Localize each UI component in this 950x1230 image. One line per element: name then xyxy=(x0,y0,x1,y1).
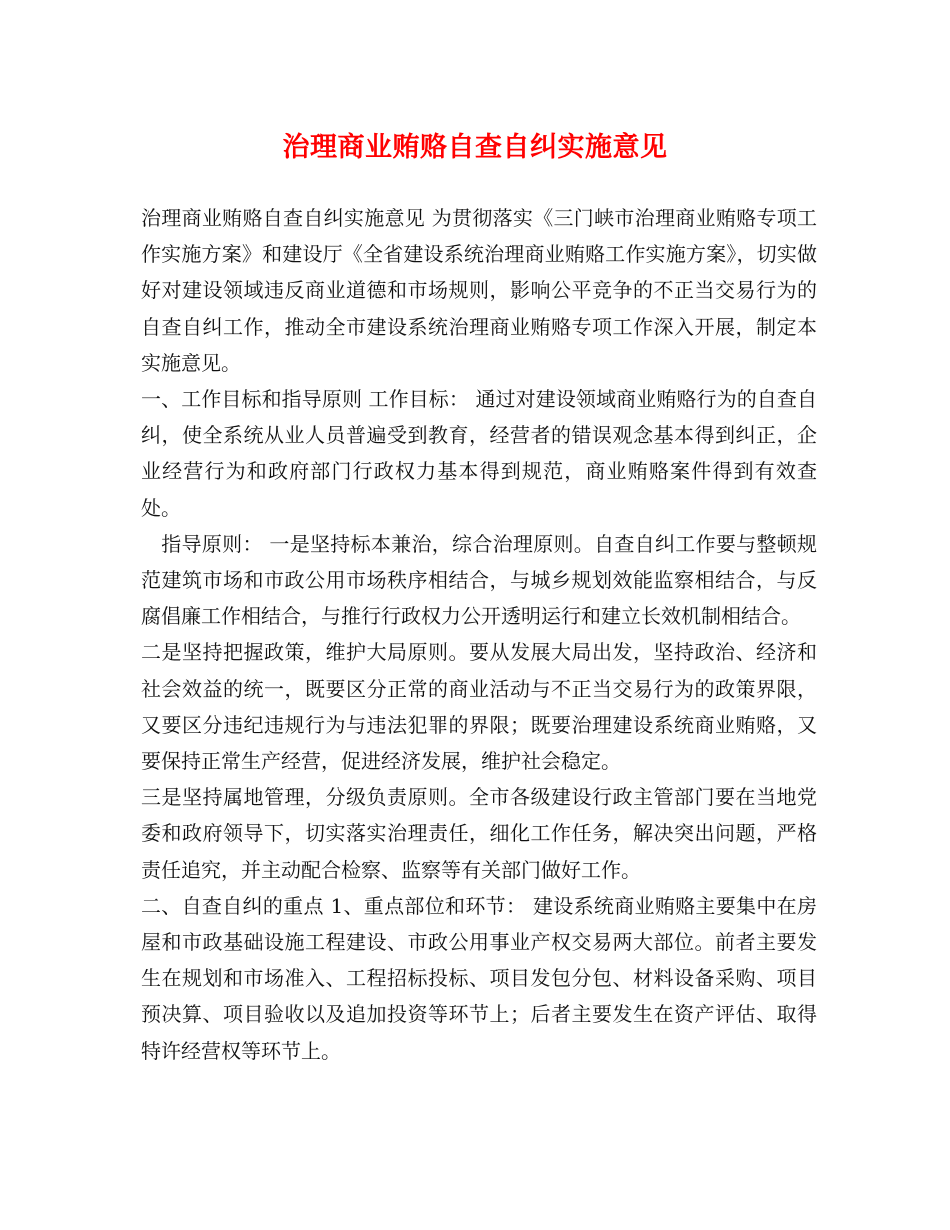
document-title: 治理商业贿赂自查自纠实施意见 xyxy=(282,132,668,163)
paragraph-principle-one: 指导原则： 一是坚持标本兼治，综合治理原则。自查自纠工作要与整顿规范建筑市场和市政公用市场秩序相结合，与城乡规划效能监察相结合，与反腐倡廉工作相结合，与推行行政权力公开透明运行和建立长效机制相结合。 xyxy=(141,531,817,629)
paragraph-key-points: 二、自查自纠的重点 1、重点部位和环节： 建设系统商业贿赂主要集中在房屋和市政基础设施工程建设、市政公用事业产权交易两大部位。前者主要发生在规划和市场准入、工程招标投标、项目发包分包、材料设备采购、项目预决算、项目验收以及追加投资等环节上；后者主要发生在资产评估、取得特许经营权等环节上。 xyxy=(141,893,817,1063)
document-body xyxy=(141,200,817,1069)
paragraph-goals: 一、工作目标和指导原则 工作目标： 通过对建设领域商业贿赂行为的自查自纠，使全系统从业人员普遍受到教育，经营者的错误观念基本得到纠正，企业经营行为和政府部门行政权力基本得到规范，商业贿赂案件得到有效查处。 xyxy=(141,387,817,520)
paragraph-intro: 治理商业贿赂自查自纠实施意见 为贯彻落实《三门峡市治理商业贿赂专项工作实施方案》和建设厅《全省建设系统治理商业贿赂工作实施方案》，切实做好对建设领域违反商业道德和市场规则，影响公平竞争的不正当交易行为的自查自纠工作，推动全市建设系统治理商业贿赂专项工作深入开展，制定本实施意见。 xyxy=(141,206,817,375)
paragraph-principle-three: 三是坚持属地管理，分级负责原则。全市各级建设行政主管部门要在当地党委和政府领导下，切实落实治理责任，细化工作任务，解决突出问题，严格责任追究，并主动配合检察、监察等有关部门做好工作。 xyxy=(141,785,817,882)
paragraph-principle-two: 二是坚持把握政策，维护大局原则。要从发展大局出发，坚持政治、经济和社会效益的统一，既要区分正常的商业活动与不正当交易行为的政策界限，又要区分违纪违规行为与违法犯罪的界限；既要治理建设系统商业贿赂，又要保持正常生产经营，促进经济发展，维护社会稳定。 xyxy=(141,640,817,774)
